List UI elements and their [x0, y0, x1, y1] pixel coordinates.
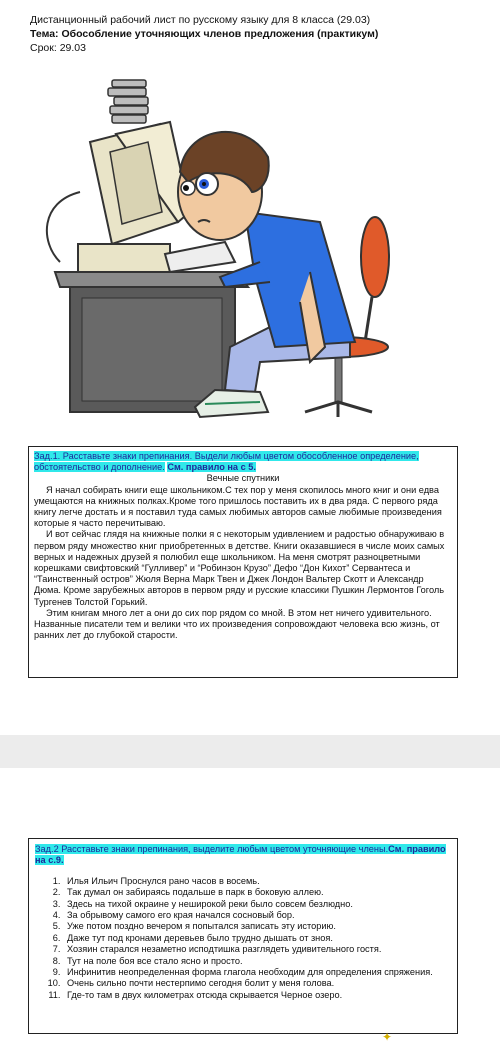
list-item: 1. Илья Ильич Проснулся рано часов в восемь.: [63, 876, 451, 887]
list-item: 5. Уже потом поздно вечером я попытался записать эту историю.: [63, 921, 451, 932]
text-paragraph-2: И вот сейчас глядя на книжные полки я с некоторым удивлением и радостью обнаруживаю в первом ряду множество книг приобретенных в детстве. Книги оказавшиеся в числе моих самых верных и надежных друзей я полюбил еще школьником. На меня смотрят разноцветными корешками свифтовский “Гулливер” и “Робинзон Крузо” Дефо “Дон Кихот” Сервантеса и “Таинственный остров” Жюля Верна Марк Твен и Джек Лондон Вальтер Скотт и Александр Дюма. Кроме зарубежных авторов в первом ряду и русские классики Пушкин Лермонтов Гоголь Тургенев Толстой Горький.: [34, 529, 445, 607]
list-item: 3. Здесь на тихой окраине у неширокой реки было совсем безлюдно.: [63, 899, 451, 910]
sentence-list: [35, 876, 451, 1001]
list-item: 6. Даже тут под кронами деревьев было трудно дышать от зноя.: [63, 933, 451, 944]
deadline: Срок: 29.03: [30, 42, 86, 54]
text-heading: Вечные спутники: [206, 473, 280, 484]
list-item: 7. Хозяин старался незаметно исподтишка разглядеть удивительного гостя.: [63, 944, 451, 955]
man-at-computer-illustration: [20, 72, 420, 442]
text-paragraph-1: Я начал собирать книги еще школьником.С тех пор у меня скопилось много книг и они едва умещаются на книжных полках.Кроме того пришлось поставить их в два ряда. С первого ряда книгу легче достать и я поставил туда самых любимых авторов самые любимые произведения которые я часто перечитываю.: [34, 484, 442, 529]
page-separator: [0, 735, 500, 768]
list-item: 2. Так думал он забираясь подальше в парк в боковую аллею.: [63, 887, 451, 898]
text-paragraph-3: Этим книгам много лет а они до сих пор рядом со мной. В этом нет ничего удивительного. Названные писатели тем и велики что их произведения сопровождают человека всю жизнь, от ранних лет до глубокой старости.: [34, 607, 440, 641]
task-2-rule-reference: См. правило на с.9.: [35, 844, 446, 866]
list-item: 11. Где-то там в двух километрах отсюда скрывается Черное озеро.: [63, 990, 451, 1001]
task-2-instructions: Зад.2 Расставьте знаки препинания, выделите любым цветом уточняющие члены.: [35, 844, 389, 854]
list-item: 10. Очень сильно почти нестерпимо сегодня болит у меня голова.: [63, 978, 451, 989]
task-1-box: [28, 446, 458, 678]
list-item: 4. За обрывому самого его края начался сосновый бор.: [63, 910, 451, 921]
task-1-rule-reference: См. правило на с 5.: [167, 462, 256, 473]
task-2-box: [28, 838, 458, 1034]
task-1-instructions: Зад.1. Расставьте знаки препинания. Выдели любым цветом обособленное определение, обстоятельство и дополнение.: [34, 451, 419, 473]
sparkle-icon: ✦: [382, 1030, 393, 1044]
list-item: 9. Инфинитив неопределенная форма глагола необходим для определения спряжения.: [63, 967, 451, 978]
list-item: 8. Тут на поле боя все стало ясно и просто.: [63, 956, 451, 967]
header-line-1: Дистанционный рабочий лист по русскому языку для 8 класса (29.03): [30, 14, 371, 26]
worksheet-topic: Тема: Обособление уточняющих членов предложения (практикум): [30, 28, 379, 40]
